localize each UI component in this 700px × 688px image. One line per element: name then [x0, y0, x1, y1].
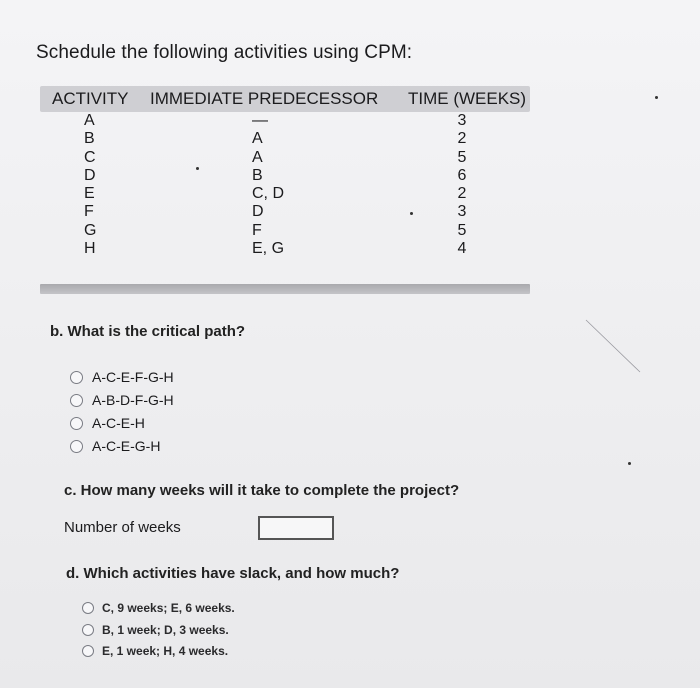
option-label: A-C-E-H — [92, 415, 145, 431]
question-d-text: d. Which activities have slack, and how much? — [66, 565, 400, 582]
option-label: A-C-E-G-H — [92, 438, 161, 454]
predecessor-cell: E, G — [252, 240, 285, 258]
option-label: E, 1 week; H, 4 weeks. — [102, 644, 229, 658]
activity-cell: B — [84, 130, 95, 148]
time-cell: 5 — [457, 221, 467, 239]
activity-cell: C — [84, 148, 96, 166]
option-label: A-B-D-F-G-H — [92, 392, 174, 408]
header-activity: ACTIVITY — [52, 89, 129, 108]
option-label: B, 1 week; D, 3 weeks. — [102, 623, 229, 637]
predecessor-cell: D — [252, 203, 264, 221]
header-time: TIME (WEEKS) — [408, 89, 527, 108]
activity-cell: E — [84, 185, 95, 203]
predecessor-cell: B — [252, 166, 263, 184]
page-title: Schedule the following activities using CPM: — [36, 42, 413, 63]
activity-cell: F — [84, 203, 94, 221]
time-cell: 3 — [457, 112, 467, 129]
question-c-text: c. How many weeks will it take to complete the project? — [64, 482, 460, 499]
predecessor-cell: C, D — [252, 185, 284, 203]
predecessor-cell: F — [252, 221, 262, 239]
predecessor-cell: A — [252, 148, 263, 166]
predecessor-cell: — — [252, 112, 268, 129]
time-cell: 3 — [457, 203, 467, 221]
time-cell: 2 — [457, 185, 467, 203]
option-label: A-C-E-F-G-H — [92, 369, 174, 385]
activity-cell: H — [84, 240, 96, 258]
activity-cell: A — [84, 112, 95, 129]
time-cell: 6 — [457, 166, 467, 184]
predecessor-cell: A — [252, 130, 263, 148]
option-label: C, 9 weeks; E, 6 weeks. — [102, 601, 235, 615]
question-b-text: b. What is the critical path? — [50, 323, 246, 340]
header-predecessor: IMMEDIATE PREDECESSOR — [150, 89, 379, 108]
number-of-weeks-label: Number of weeks — [64, 519, 181, 536]
activity-cell: D — [84, 166, 96, 184]
activity-cell: G — [84, 221, 97, 239]
time-cell: 2 — [457, 130, 467, 148]
time-cell: 4 — [457, 240, 467, 258]
time-cell: 5 — [457, 148, 467, 166]
